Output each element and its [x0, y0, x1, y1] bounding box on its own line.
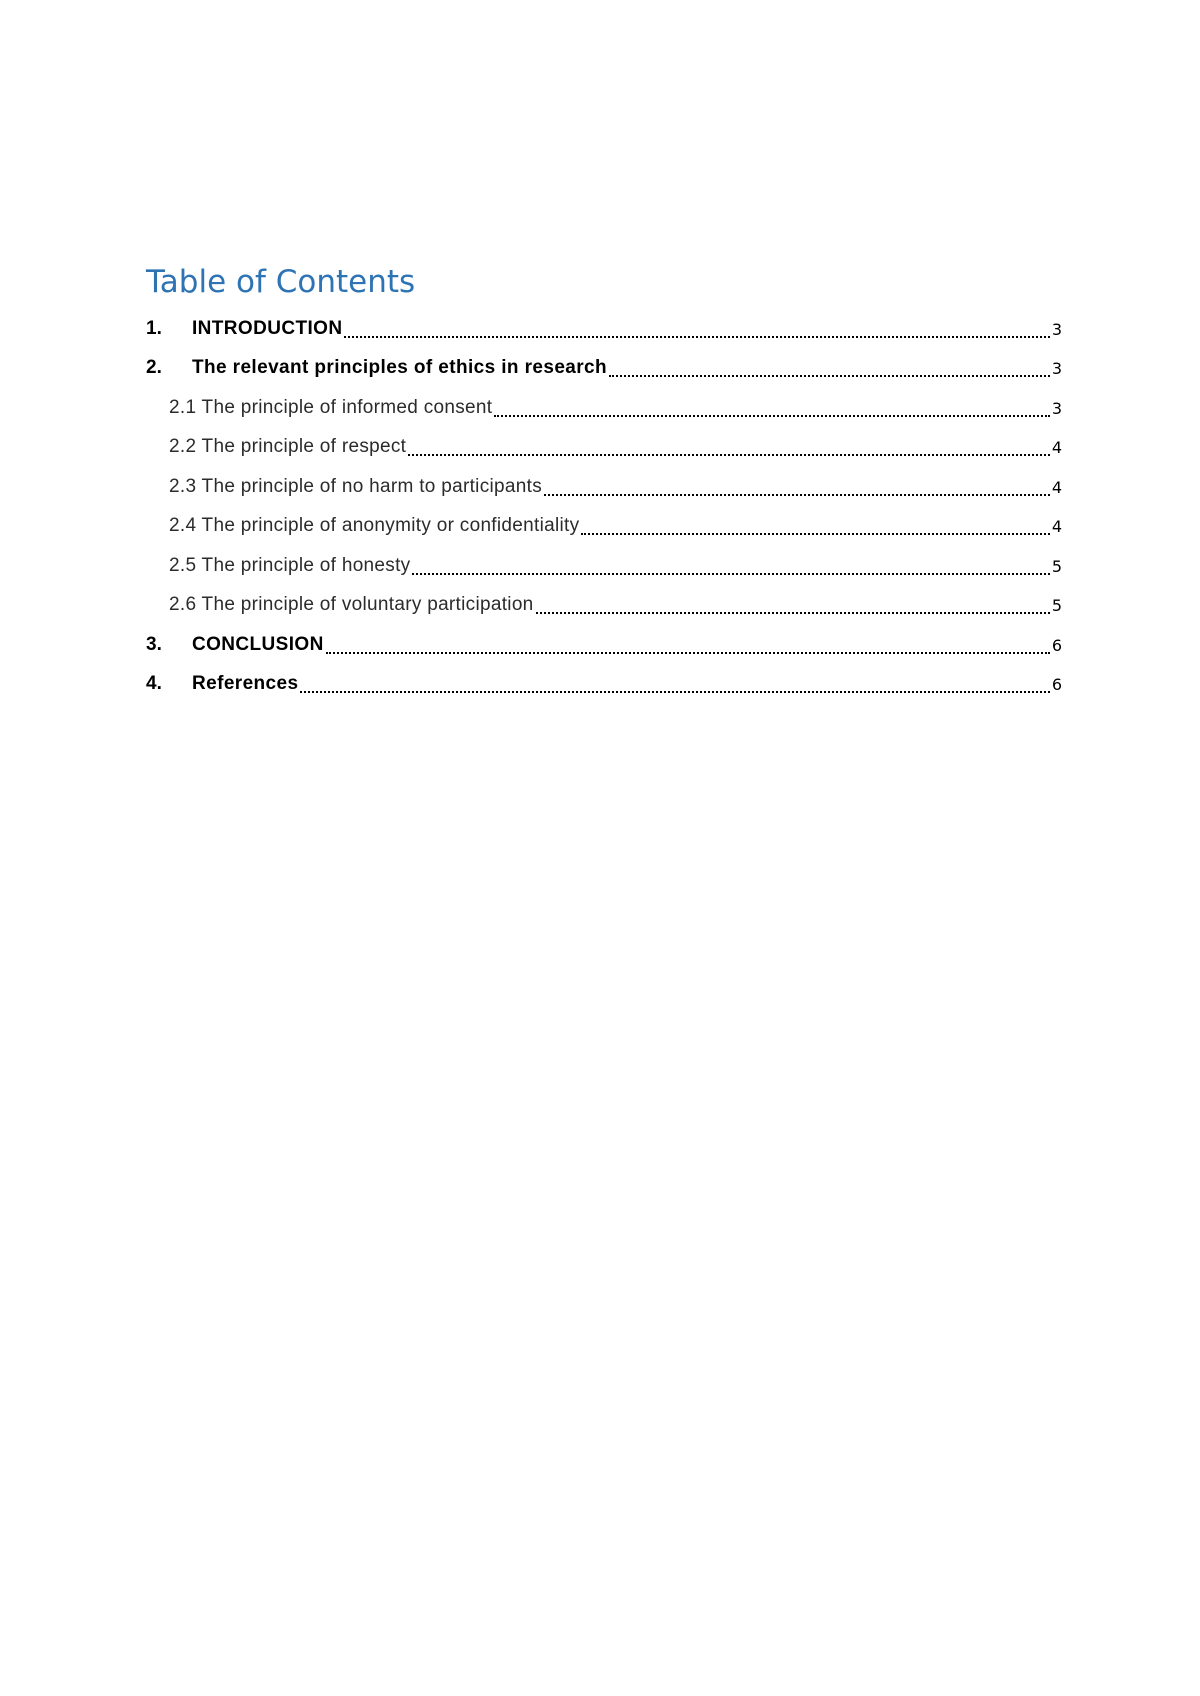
toc-entry-label: 2.5 The principle of honesty: [169, 554, 411, 576]
toc-entry-conclusion[interactable]: [146, 626, 1062, 666]
toc-entry-page: 6: [1051, 635, 1062, 655]
toc-title: Table of Contents: [146, 264, 416, 300]
dot-leader: [408, 434, 1050, 456]
toc-entry-page: 6: [1051, 675, 1062, 694]
dot-leader: [536, 592, 1050, 614]
toc-entry-page: 5: [1051, 556, 1062, 576]
toc-entry-informed-consent[interactable]: [146, 389, 1062, 429]
toc-entry-page: 3: [1051, 359, 1062, 378]
toc-entry-page: 3: [1051, 319, 1062, 339]
dot-leader: [412, 553, 1049, 575]
toc-entry-label: CONCLUSION: [192, 633, 324, 655]
toc-entry-page: 4: [1051, 477, 1062, 497]
toc-entry-number: 2.: [146, 357, 162, 378]
dot-leader: [344, 316, 1049, 338]
toc-entry-number: 3.: [146, 633, 162, 655]
toc-entry-page: 3: [1051, 398, 1062, 418]
toc-entry-introduction[interactable]: [146, 310, 1062, 350]
toc-entry-page: 4: [1051, 438, 1062, 457]
toc-entry-anonymity[interactable]: [146, 508, 1062, 548]
toc-entry-label: INTRODUCTION: [192, 317, 343, 339]
table-of-contents: [146, 262, 1062, 705]
dot-leader: [300, 671, 1049, 693]
toc-entry-label: 2.1 The principle of informed consent: [169, 396, 493, 418]
toc-entry-label: The relevant principles of ethics in research: [192, 357, 608, 378]
dot-leader: [326, 632, 1050, 654]
toc-entry-label: 2.2 The principle of respect: [169, 436, 407, 457]
toc-entry-label: 2.4 The principle of anonymity or confidentiality: [169, 515, 580, 536]
toc-entry-page: 5: [1051, 596, 1062, 615]
dot-leader: [581, 513, 1049, 535]
dot-leader: [609, 355, 1050, 377]
toc-entry-respect[interactable]: [146, 429, 1062, 469]
toc-list: [146, 310, 1062, 705]
dot-leader: [494, 395, 1049, 417]
toc-entry-no-harm[interactable]: [146, 468, 1062, 508]
toc-entry-references[interactable]: [146, 666, 1062, 706]
toc-entry-voluntary-participation[interactable]: [146, 587, 1062, 627]
toc-entry-number: 1.: [146, 317, 162, 339]
toc-entry-relevant-principles[interactable]: [146, 350, 1062, 390]
toc-entry-label: References: [192, 673, 299, 694]
toc-entry-number: 4.: [146, 673, 162, 694]
toc-entry-label: 2.3 The principle of no harm to participants: [169, 475, 542, 497]
dot-leader: [544, 474, 1050, 496]
toc-entry-page: 4: [1051, 517, 1062, 536]
toc-entry-label: 2.6 The principle of voluntary participation: [169, 594, 534, 615]
toc-entry-honesty[interactable]: [146, 547, 1062, 587]
